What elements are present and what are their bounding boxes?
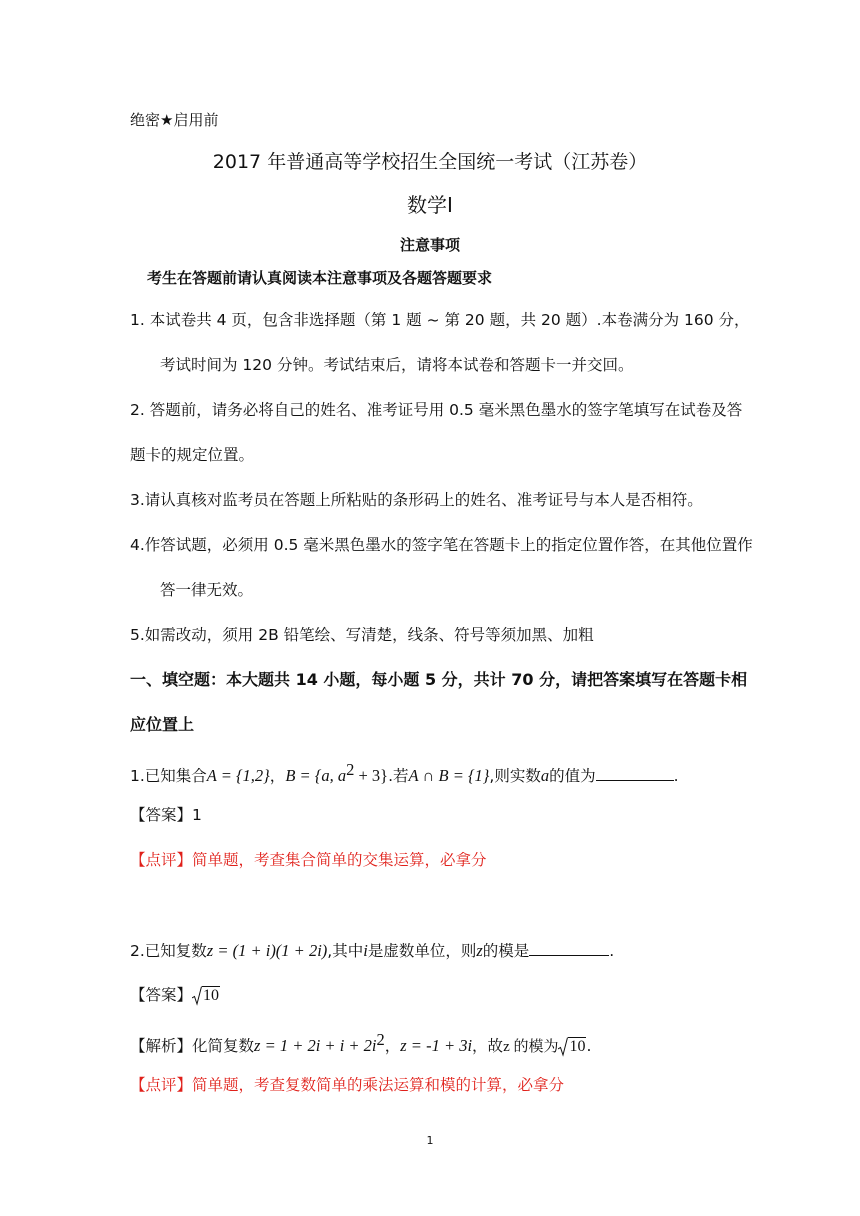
q1-sep: ， [269,767,286,785]
q2-var-z: z [476,941,483,960]
notice-item: 4.作答试题，必须用 0.5 毫米黑色墨水的签字笔在答题卡上的指定位置作答，在其他位置作 [130,536,753,554]
confidential-mark: 绝密★启用前 [130,111,219,129]
analysis-radicand: 10 [569,1037,586,1055]
q2-var-i: i [363,941,368,960]
review-label: 【点评】 [130,851,193,869]
q1-mid2: ,则实数 [489,767,541,785]
q2-answer [130,985,220,1006]
notice-item: 2. 答题前，请务必将自己的姓名、准考证号用 0.5 毫米黑色墨水的签字笔填写在试卷及答 [130,401,743,419]
q2-end: . [609,942,615,960]
notice-item: 1. 本试卷共 4 页，包含非选择题（第 1 题 ~ 第 20 题，共 20 题）.本卷满分为 160 分， [130,311,750,329]
q2-analysis [130,1030,591,1057]
review-text: 简单题，考查集合简单的交集运算，必拿分 [192,851,487,869]
notice-intro: 考生在答题前请认真阅读本注意事项及各题答题要求 [147,269,493,287]
analysis-expression-1: z = 1 + 2i + i + 2i [254,1036,377,1055]
q1-mid: .若 [388,767,409,785]
q2-mid2: 是虚数单位，则 [367,942,477,960]
q1-set-b-exp: 2 [346,760,355,779]
answer-radicand: 10 [203,986,220,1004]
answer-value: 1 [192,806,202,824]
section-heading: 一、填空题：本大题共 14 小题，每小题 5 分，共计 70 分，请把答案填写在答题卡相 [130,670,748,689]
q2-mid: ,其中 [327,942,364,960]
sqrt-symbol [558,1037,586,1057]
answer-label: 【答案】 [130,806,193,824]
notice-item: 答一律无效。 [160,581,254,599]
q1-review [130,850,487,870]
section-heading-cont: 应位置上 [130,715,195,734]
q2-tail: 的模是 [482,942,530,960]
analysis-end: . [586,1037,592,1055]
review-label: 【点评】 [130,1076,193,1094]
q1-condition: A ∩ B = {1} [408,766,490,785]
notice-item: 题卡的规定位置。 [130,446,255,464]
q2-answer-blank [529,940,609,956]
notice-item: 考试时间为 120 分钟。考试结束后，请将本试卷和答题卡一并交回。 [160,356,634,374]
question-1 [130,760,679,786]
analysis-tail: ，故 [472,1037,504,1055]
analysis-sep: ， [384,1037,401,1055]
notice-item: 5.如需改动，须用 2B 铅笔绘、写清楚，线条、符号等须加黑、加粗 [130,626,594,644]
analysis-label: 【解析】 [130,1037,193,1055]
q2-expression: z = (1 + i)(1 + 2i) [206,941,328,960]
q1-end: . [673,767,679,785]
q1-answer [130,805,202,825]
q1-set-b-end: + 3} [354,766,389,785]
review-text: 简单题，考查复数简单的乘法运算和模的计算，必拿分 [192,1076,565,1094]
exam-title: 2017 年普通高等学校招生全国统一考试（江苏卷） [212,151,648,173]
q2-review [130,1075,564,1095]
analysis-text: 化简复数 [192,1037,255,1055]
analysis-exponent: 2 [376,1030,385,1049]
sqrt-symbol [192,986,220,1006]
page-number: 1 [426,1134,434,1147]
q1-prefix: 1.已知集合 [130,767,207,785]
exam-subtitle: 数学Ⅰ [407,193,453,217]
q1-set-b-start: B = {a, a [285,766,347,785]
q1-set-a: A = {1,2} [206,766,270,785]
notice-heading: 注意事项 [399,236,460,254]
q1-answer-blank [596,765,674,781]
analysis-expression-2: z = -1 + 3i [400,1036,473,1055]
q2-prefix: 2.已知复数 [130,942,207,960]
q1-tail: 的值为 [549,767,596,785]
notice-item: 3.请认真核对监考员在答题上所粘贴的条形码上的姓名、准考证号与本人是否相符。 [130,491,703,509]
answer-label: 【答案】 [130,986,193,1004]
question-2 [130,940,614,961]
q1-var: a [540,766,550,785]
analysis-tail-2: z 的模为 [503,1039,559,1055]
